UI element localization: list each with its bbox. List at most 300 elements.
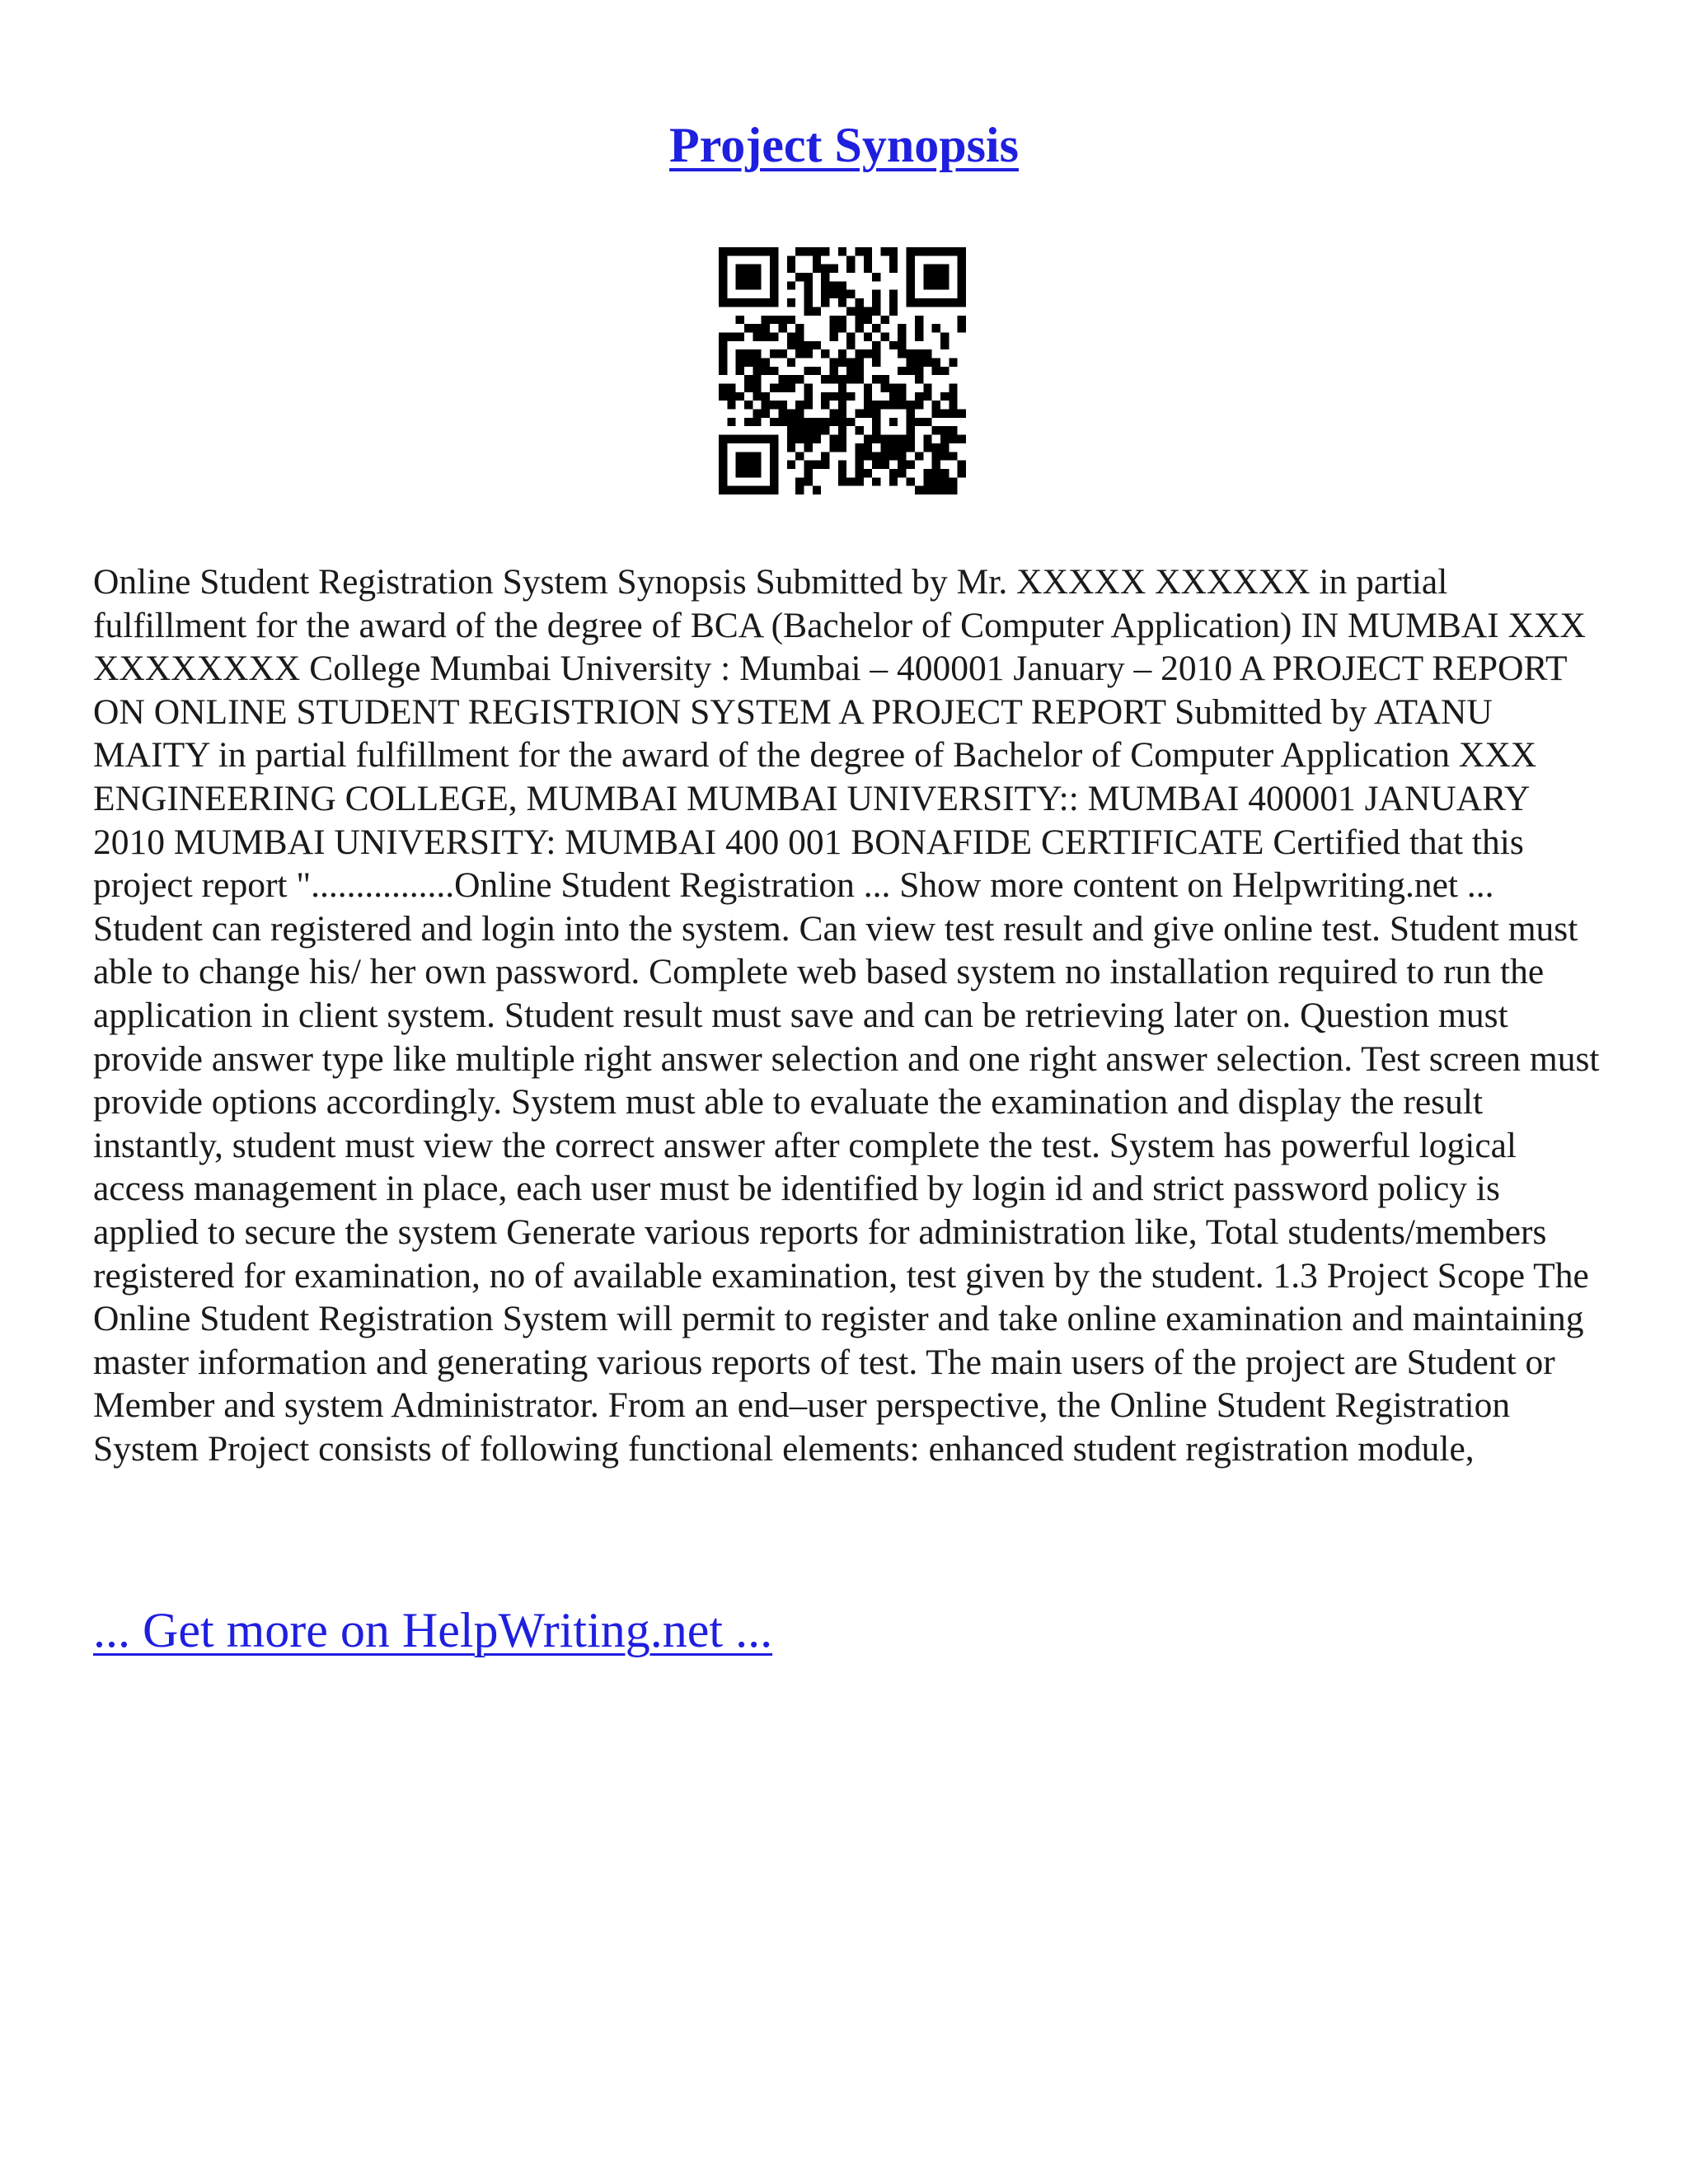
- qr-module: [872, 349, 880, 358]
- qr-module: [838, 349, 846, 358]
- qr-module: [829, 332, 837, 340]
- qr-module: [915, 452, 923, 460]
- qr-module: [753, 486, 761, 494]
- page-title: [0, 114, 1688, 176]
- qr-module: [753, 392, 761, 401]
- qr-module: [872, 290, 880, 298]
- qr-module: [838, 410, 846, 418]
- qr-module: [821, 392, 829, 401]
- qr-module: [838, 392, 846, 401]
- qr-module: [727, 392, 735, 401]
- qr-module: [804, 384, 812, 392]
- qr-module: [864, 401, 872, 409]
- qr-module: [821, 290, 829, 298]
- qr-module: [949, 247, 957, 255]
- qr-module: [932, 367, 940, 375]
- qr-module: [907, 401, 915, 409]
- qr-module: [770, 418, 778, 426]
- qr-module: [778, 316, 786, 324]
- qr-module: [813, 307, 821, 315]
- qr-module: [762, 410, 770, 418]
- qr-module: [864, 469, 872, 477]
- qr-module: [770, 477, 778, 485]
- qr-module: [907, 367, 915, 375]
- qr-module: [829, 410, 837, 418]
- qr-module: [872, 426, 880, 434]
- qr-module: [838, 426, 846, 434]
- qr-module: [898, 367, 906, 375]
- qr-module: [907, 290, 915, 298]
- qr-module: [719, 281, 727, 289]
- qr-module: [744, 486, 753, 494]
- qr-module: [846, 307, 855, 315]
- paragraph-details: Student can registered and login into the system. Can view test result and give online test. Student must able to change his/ her own password. Complete web based system no installation required to run the application in client system. Student result must save and can be retrieving later on. Question must provide answer type like multiple right answer selection and one right answer selection. Test screen must provide options accordingly. System must able to evaluate the examination and display the result instantly, student must view the correct answer after complete the test. System has powerful logical access management in place, each user must be identified by login id and strict password policy is applied to secure the system Generate various reports for administration like, Total students/members registered for examination, no of available examination, test given by the student. 1.3 Project Scope The Online Student Registration System will permit to register and take online examination and maintaining master information and generating various reports of test. The main users of the project are Student or Member and system Administrator. From an end–user perspective, the Online Student Registration System Project consists of following functional elements: enhanced student registration module,: [93, 908, 1600, 1469]
- qr-module: [736, 349, 744, 358]
- qr-module: [889, 384, 898, 392]
- qr-module: [932, 358, 940, 366]
- qr-module: [846, 255, 855, 264]
- qr-module: [864, 392, 872, 401]
- qr-module: [958, 461, 966, 469]
- qr-module: [744, 273, 753, 281]
- qr-module: [719, 392, 727, 401]
- qr-module: [838, 435, 846, 443]
- qr-module: [813, 486, 821, 494]
- qr-module: [949, 486, 957, 494]
- qr-module: [915, 367, 923, 375]
- qr-module: [915, 349, 923, 358]
- qr-module: [949, 435, 957, 443]
- qr-module: [923, 273, 931, 281]
- qr-module: [864, 435, 872, 443]
- qr-module: [727, 486, 735, 494]
- qr-module: [736, 461, 744, 469]
- qr-module: [753, 349, 761, 358]
- qr-module: [907, 426, 915, 434]
- qr-module: [872, 418, 880, 426]
- qr-module: [949, 452, 957, 460]
- qr-module: [795, 273, 804, 281]
- qr-module: [753, 452, 761, 460]
- qr-module: [838, 477, 846, 485]
- qr-module: [727, 384, 735, 392]
- qr-module: [804, 477, 812, 485]
- qr-module: [787, 375, 795, 383]
- qr-module: [838, 469, 846, 477]
- qr-module: [762, 401, 770, 409]
- qr-module: [787, 281, 795, 289]
- qr-module: [846, 332, 855, 340]
- qr-module: [813, 265, 821, 273]
- qr-module: [932, 452, 940, 460]
- qr-module: [856, 477, 864, 485]
- qr-module: [753, 469, 761, 477]
- qr-module: [932, 401, 940, 409]
- qr-module: [736, 281, 744, 289]
- qr-module: [804, 273, 812, 281]
- qr-module: [727, 298, 735, 307]
- qr-module: [719, 435, 727, 443]
- qr-module: [932, 477, 940, 485]
- qr-module: [744, 401, 753, 409]
- qr-module: [898, 401, 906, 409]
- qr-module: [821, 273, 829, 281]
- qr-module: [958, 247, 966, 255]
- qr-module: [804, 426, 812, 434]
- qr-module: [736, 332, 744, 340]
- qr-module: [778, 384, 786, 392]
- qr-module: [846, 290, 855, 298]
- qr-module: [762, 486, 770, 494]
- qr-module: [940, 392, 949, 401]
- qr-module: [864, 316, 872, 324]
- qr-module: [813, 435, 821, 443]
- qr-module: [736, 273, 744, 281]
- qr-module: [787, 332, 795, 340]
- qr-module: [770, 461, 778, 469]
- qr-module: [719, 247, 727, 255]
- qr-module: [770, 290, 778, 298]
- qr-module: [787, 443, 795, 452]
- qr-module: [856, 443, 864, 452]
- qr-module: [804, 469, 812, 477]
- qr-module: [838, 247, 846, 255]
- qr-module: [881, 316, 889, 324]
- qr-module: [915, 358, 923, 366]
- qr-module: [907, 255, 915, 264]
- qr-module: [907, 477, 915, 485]
- qr-module: [744, 247, 753, 255]
- qr-module: [881, 461, 889, 469]
- qr-module: [744, 349, 753, 358]
- qr-module: [898, 341, 906, 349]
- qr-module: [736, 298, 744, 307]
- qr-module: [719, 290, 727, 298]
- qr-module: [719, 358, 727, 366]
- qr-module: [940, 265, 949, 273]
- qr-module: [795, 486, 804, 494]
- qr-module: [856, 349, 864, 358]
- qr-module: [889, 401, 898, 409]
- qr-module: [915, 486, 923, 494]
- qr-module: [958, 410, 966, 418]
- qr-module: [719, 443, 727, 452]
- qr-module: [795, 435, 804, 443]
- qr-module: [958, 290, 966, 298]
- qr-module: [889, 265, 898, 273]
- qr-module: [923, 281, 931, 289]
- qr-module: [829, 358, 837, 366]
- qr-module: [821, 401, 829, 409]
- qr-module: [846, 265, 855, 273]
- title-link[interactable]: Project Synopsis: [669, 118, 1019, 172]
- qr-module: [829, 281, 837, 289]
- qr-module: [813, 341, 821, 349]
- qr-module: [872, 410, 880, 418]
- qr-module: [838, 358, 846, 366]
- qr-module: [744, 384, 753, 392]
- qr-module: [753, 332, 761, 340]
- qr-module: [838, 443, 846, 452]
- qr-module: [821, 452, 829, 460]
- qr-module: [846, 341, 855, 349]
- paragraph-intro: Online Student Registration System Synopsis Submitted by Mr. XXXXX XXXXXX in partial fulfillment for the award of the degree of BCA (Bachelor of Computer Application) IN MUMBAI XXX XXXXXXXX College Mumbai University : Mumbai – 400001 January – 2010 A PROJECT REPORT ON ONLINE STUDENT REGISTRION SYSTEM A PROJECT REPORT Submitted by ATANU MAITY in partial fulfillment for the award of the degree of Bachelor of Computer Application XXX ENGINEERING COLLEGE, MUMBAI MUMBAI UNIVERSITY:: MUMBAI 400001 JANUARY 2010 MUMBAI UNIVERSITY: MUMBAI 400 001 BONAFIDE CERTIFICATE Certified that this project report "................Online Student Registration ... Show more content on Helpwriting.net ...: [93, 562, 1586, 906]
- qr-module: [872, 307, 880, 315]
- get-more-link[interactable]: ... Get more on HelpWriting.net ...: [93, 1603, 773, 1657]
- qr-module: [856, 247, 864, 255]
- qr-module: [821, 426, 829, 434]
- qr-module: [762, 358, 770, 366]
- qr-module: [846, 477, 855, 485]
- qr-module: [770, 349, 778, 358]
- qr-module: [762, 392, 770, 401]
- qr-module: [719, 477, 727, 485]
- qr-module: [907, 410, 915, 418]
- qr-module: [778, 410, 786, 418]
- qr-module: [753, 358, 761, 366]
- qr-module: [770, 384, 778, 392]
- qr-module: [795, 401, 804, 409]
- qr-module: [932, 410, 940, 418]
- qr-module: [907, 247, 915, 255]
- qr-module: [898, 435, 906, 443]
- qr-module: [856, 307, 864, 315]
- qr-module: [872, 375, 880, 383]
- qr-module: [872, 461, 880, 469]
- qr-module: [898, 461, 906, 469]
- qr-module: [872, 358, 880, 366]
- qr-module: [889, 469, 898, 477]
- qr-module: [846, 418, 855, 426]
- qr-module: [804, 461, 812, 469]
- qr-module: [898, 349, 906, 358]
- qr-module: [932, 469, 940, 477]
- qr-module: [753, 247, 761, 255]
- qr-module: [940, 247, 949, 255]
- qr-module: [795, 341, 804, 349]
- qr-module: [778, 418, 786, 426]
- qr-module: [753, 375, 761, 383]
- qr-module: [795, 426, 804, 434]
- qr-module: [838, 281, 846, 289]
- qr-module: [940, 298, 949, 307]
- qr-module: [932, 486, 940, 494]
- qr-module: [872, 477, 880, 485]
- qr-module: [736, 367, 744, 375]
- qr-module: [872, 435, 880, 443]
- qr-module: [829, 367, 837, 375]
- qr-module: [795, 410, 804, 418]
- qr-module: [795, 477, 804, 485]
- qr-module: [727, 247, 735, 255]
- qr-module: [932, 461, 940, 469]
- qr-module: [736, 358, 744, 366]
- qr-module: [940, 410, 949, 418]
- qr-module: [872, 324, 880, 332]
- qr-module: [907, 298, 915, 307]
- qr-module: [923, 435, 931, 443]
- qr-module: [856, 410, 864, 418]
- qr-module: [829, 375, 837, 383]
- qr-module: [923, 443, 931, 452]
- qr-module: [889, 452, 898, 460]
- qr-module: [829, 443, 837, 452]
- qr-module: [787, 410, 795, 418]
- qr-module: [719, 461, 727, 469]
- qr-module: [770, 367, 778, 375]
- qr-module: [770, 435, 778, 443]
- qr-module: [932, 443, 940, 452]
- qr-module: [727, 332, 735, 340]
- qr-module: [744, 358, 753, 366]
- qr-module: [864, 452, 872, 460]
- qr-module: [829, 324, 837, 332]
- qr-module: [907, 281, 915, 289]
- qr-module: [889, 418, 898, 426]
- qr-module: [787, 461, 795, 469]
- qr-module: [744, 298, 753, 307]
- qr-module: [846, 375, 855, 383]
- qr-module: [787, 358, 795, 366]
- qr-module: [864, 410, 872, 418]
- qr-module: [719, 265, 727, 273]
- qr-module: [821, 298, 829, 307]
- qr-module: [881, 247, 889, 255]
- qr-module: [949, 477, 957, 485]
- qr-module: [856, 358, 864, 366]
- qr-module: [744, 418, 753, 426]
- qr-module: [770, 298, 778, 307]
- qr-module: [949, 392, 957, 401]
- qr-module: [846, 358, 855, 366]
- qr-module: [907, 461, 915, 469]
- qr-module: [856, 426, 864, 434]
- qr-module: [856, 324, 864, 332]
- qr-module: [915, 298, 923, 307]
- qr-module: [804, 290, 812, 298]
- qr-module: [940, 452, 949, 460]
- qr-module: [736, 452, 744, 460]
- qr-module: [856, 316, 864, 324]
- qr-module: [864, 255, 872, 264]
- qr-module: [753, 384, 761, 392]
- qr-module: [727, 401, 735, 409]
- qr-module: [881, 332, 889, 340]
- qr-module: [949, 358, 957, 366]
- get-more-link-wrapper: [93, 1599, 772, 1661]
- qr-module: [940, 486, 949, 494]
- qr-module: [881, 452, 889, 460]
- qr-module: [744, 375, 753, 383]
- qr-module: [770, 332, 778, 340]
- qr-module: [898, 452, 906, 460]
- qr-module: [940, 341, 949, 349]
- qr-module: [881, 375, 889, 383]
- qr-code-icon: [719, 247, 966, 494]
- qr-module: [958, 316, 966, 324]
- qr-module: [864, 332, 872, 340]
- qr-module: [898, 384, 906, 392]
- qr-module: [719, 255, 727, 264]
- qr-module: [736, 247, 744, 255]
- qr-module: [915, 392, 923, 401]
- qr-module: [898, 332, 906, 340]
- qr-module: [829, 392, 837, 401]
- qr-module: [949, 298, 957, 307]
- qr-module: [864, 247, 872, 255]
- qr-module: [813, 255, 821, 264]
- qr-module: [821, 349, 829, 358]
- qr-module: [907, 358, 915, 366]
- qr-module: [915, 332, 923, 340]
- qr-module: [923, 358, 931, 366]
- qr-module: [898, 324, 906, 332]
- qr-module: [770, 247, 778, 255]
- qr-module: [932, 265, 940, 273]
- qr-module: [889, 443, 898, 452]
- qr-module: [838, 418, 846, 426]
- qr-module: [949, 384, 957, 392]
- qr-module: [949, 401, 957, 409]
- qr-module: [804, 281, 812, 289]
- qr-module: [778, 349, 786, 358]
- qr-module: [898, 443, 906, 452]
- qr-module: [787, 435, 795, 443]
- qr-module: [907, 418, 915, 426]
- body-text: [93, 560, 1601, 1470]
- qr-module: [744, 435, 753, 443]
- qr-module: [770, 443, 778, 452]
- qr-module: [958, 298, 966, 307]
- qr-module: [770, 281, 778, 289]
- qr-module: [889, 341, 898, 349]
- qr-module: [804, 341, 812, 349]
- qr-module: [838, 375, 846, 383]
- qr-module: [856, 367, 864, 375]
- qr-module: [744, 281, 753, 289]
- qr-module: [736, 392, 744, 401]
- qr-module: [958, 265, 966, 273]
- qr-module: [872, 341, 880, 349]
- qr-module: [949, 426, 957, 434]
- qr-module: [719, 273, 727, 281]
- qr-module: [881, 435, 889, 443]
- qr-module: [736, 265, 744, 273]
- qr-module: [770, 401, 778, 409]
- qr-module: [923, 247, 931, 255]
- qr-module: [821, 418, 829, 426]
- qr-module: [762, 324, 770, 332]
- qr-module: [719, 452, 727, 460]
- qr-module: [881, 401, 889, 409]
- qr-module: [881, 384, 889, 392]
- qr-module: [719, 341, 727, 349]
- qr-module: [795, 452, 804, 460]
- qr-module: [907, 443, 915, 452]
- qr-module: [719, 349, 727, 358]
- qr-module: [753, 367, 761, 375]
- qr-module: [838, 461, 846, 469]
- qr-module: [787, 265, 795, 273]
- qr-module: [940, 435, 949, 443]
- qr-module: [940, 281, 949, 289]
- qr-module: [958, 324, 966, 332]
- qr-module: [821, 265, 829, 273]
- qr-module: [719, 384, 727, 392]
- qr-module: [872, 298, 880, 307]
- qr-module: [923, 469, 931, 477]
- qr-module: [949, 410, 957, 418]
